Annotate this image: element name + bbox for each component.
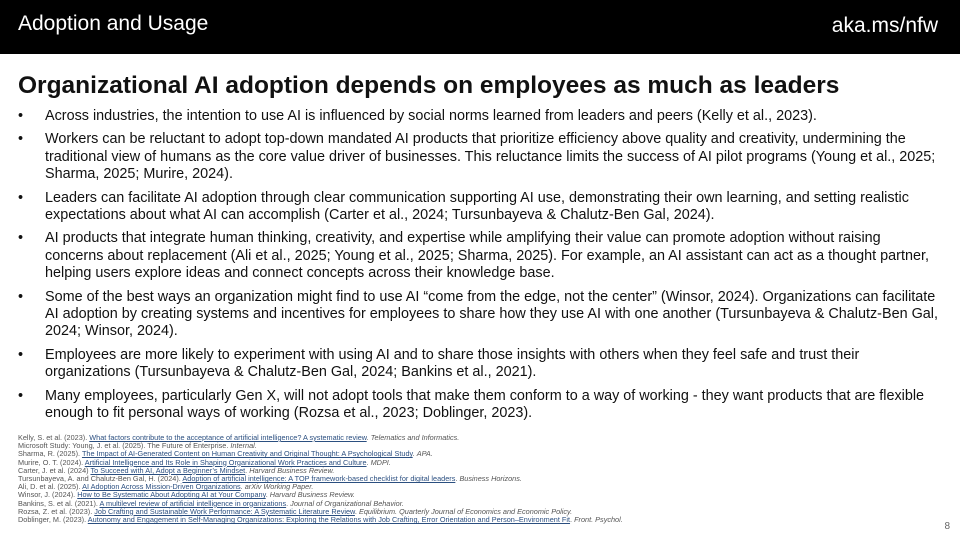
- bullet-marker: •: [18, 131, 24, 148]
- reference-journal: Harvard Business Review.: [249, 466, 335, 475]
- reference-journal: MDPI.: [370, 458, 391, 467]
- reference-item: [18, 491, 938, 499]
- slide-heading: Organizational AI adoption depends on employees as much as leaders: [18, 72, 840, 99]
- bullet-text: Some of the best ways an organization might find to use AI “come from the edge, not the center” (Winsor, 2024). Organizations can facilitate AI adoption by creating systems and incentives for employees to share how they use AI with one another (Tursunbayeva & Chalutz-Ben Gal, 2024; Winsor, 2024).: [45, 288, 938, 340]
- reference-text: Carter, J. et al. (2024): [18, 466, 91, 475]
- bullet-marker: •: [18, 387, 24, 404]
- reference-link[interactable]: Artificial Intelligence and Its Role in Shaping Organizational Work Practices and Culture: [84, 458, 367, 467]
- bullet-marker: •: [18, 288, 24, 305]
- reference-journal: Business Horizons.: [459, 475, 522, 484]
- reference-link[interactable]: Job Crafting and Sustainable Work Performance: A Systematic Literature Review: [94, 507, 355, 516]
- reference-item: [18, 434, 938, 442]
- bullet-item: [18, 131, 943, 183]
- bullet-item: [18, 190, 943, 225]
- reference-link[interactable]: The Impact of AI-Generated Content on Human Creativity and Original Thought: A Psychological Study: [81, 450, 413, 459]
- reference-text: Rozsa, Z. et al. (2023).: [18, 507, 95, 516]
- reference-journal: Journal of Organizational Behavior.: [290, 499, 404, 508]
- reference-journal: Equilibrium. Quarterly Journal of Economics and Economic Policy.: [358, 507, 573, 516]
- reference-text: .: [265, 491, 270, 500]
- reference-link[interactable]: Autonomy and Engagement in Self-Managing Organizations: Exploring the Relations with Job Crafting, Error Orientation and Person–Environment Fit: [87, 516, 571, 525]
- reference-link[interactable]: A multilevel review of artificial intelligence in organizations: [99, 499, 287, 508]
- bullet-marker: •: [18, 346, 24, 363]
- section-title: Adoption and Usage: [18, 12, 209, 35]
- bullet-item: [18, 388, 943, 423]
- reference-item: [18, 500, 938, 508]
- reference-text: .: [570, 516, 575, 525]
- reference-journal: Internal.: [230, 442, 257, 451]
- reference-text: .: [366, 434, 371, 442]
- reference-text: Sharma, R. (2025).: [18, 450, 82, 459]
- references: [18, 434, 938, 524]
- page-number: 8: [944, 521, 950, 532]
- reference-text: .: [245, 466, 250, 475]
- reference-text: Winsor, J. (2024).: [18, 491, 78, 500]
- bullet-text: Many employees, particularly Gen X, will not adopt tools that make them conform to a way of working - they want products that are flexible enough to fit personal ways of working (Rozsa et al., 2023; Doblinger, 2023).: [45, 387, 925, 422]
- reference-item: [18, 483, 938, 491]
- header-bar: [0, 0, 960, 54]
- bullet-marker: •: [18, 230, 24, 247]
- bullet-text: Employees are more likely to experiment with using AI and to share those insights with others when they feel safe and trust their organizations (Tursunbayeva & Chalutz-Ben Gal, 2024; Bankins et al., 2021).: [45, 346, 860, 381]
- reference-link[interactable]: Adoption of artificial intelligence: A TOP framework-based checklist for digital leaders: [182, 475, 456, 484]
- reference-text: .: [286, 499, 291, 508]
- reference-text: Microsoft Study: Young, J. et al. (2025). The Future of Enterprise.: [18, 442, 231, 451]
- reference-journal: Harvard Business Review.: [269, 491, 355, 500]
- reference-item: [18, 516, 938, 524]
- bullet-item: [18, 230, 943, 282]
- reference-item: [18, 475, 938, 483]
- reference-text: Murire, O. T. (2024).: [18, 458, 85, 467]
- reference-item: [18, 508, 938, 516]
- reference-journal: APA.: [416, 450, 433, 459]
- bullet-list: [18, 108, 943, 429]
- reference-text: Kelly, S. et al. (2023).: [18, 434, 90, 442]
- bullet-item: [18, 347, 943, 382]
- reference-item: [18, 467, 938, 475]
- reference-link[interactable]: AI Adoption Across Mission-Driven Organizations: [82, 483, 241, 492]
- bullet-marker: •: [18, 189, 24, 206]
- reference-link[interactable]: What factors contribute to the acceptance of artificial intelligence? A systematic review: [89, 434, 367, 442]
- bullet-item: [18, 289, 943, 341]
- reference-text: .: [240, 483, 245, 492]
- reference-text: .: [455, 475, 460, 484]
- reference-link[interactable]: How to Be Systematic About Adopting AI at Your Company: [77, 491, 266, 500]
- reference-text: Doblinger, M. (2023).: [18, 516, 88, 525]
- reference-text: Ali, D. et al. (2025).: [18, 483, 83, 492]
- reference-link[interactable]: To Succeed with AI, Adopt a Beginner’s Mindset: [90, 466, 246, 475]
- reference-item: [18, 459, 938, 467]
- header-url: aka.ms/nfw: [831, 14, 938, 37]
- reference-text: Bankins, S. et al. (2021).: [18, 499, 100, 508]
- reference-text: .: [412, 450, 417, 459]
- bullet-text: AI products that integrate human thinking, creativity, and expertise while amplifying their value can promote adoption without raising concerns about replacement (Ali et al., 2025; Young et al., 2025; Sharma, 2025). For example, an AI assistant can act as a thought partner, helping users explore ideas and connect concepts across their knowledge base.: [45, 230, 929, 282]
- reference-item: [18, 442, 938, 450]
- bullet-item: [18, 108, 943, 125]
- reference-text: .: [366, 458, 371, 467]
- reference-item: [18, 450, 938, 458]
- reference-journal: arXiv Working Paper.: [244, 483, 314, 492]
- reference-text: Tursunbayeva, A. and Chalutz-Ben Gal, H. (2024).: [18, 475, 183, 484]
- bullet-text: Leaders can facilitate AI adoption through clear communication supporting AI use, demonstrating their own learning, and setting realistic expectations about what AI can accomplish (Carter et al., 2024; Tursunbayeva & Chalutz-Ben Gal, 2024).: [45, 189, 909, 224]
- reference-journal: Front. Psychol.: [574, 516, 623, 525]
- reference-text: .: [354, 507, 359, 516]
- reference-journal: Telematics and Informatics.: [370, 434, 460, 442]
- bullet-marker: •: [18, 108, 24, 124]
- bullet-text: Across industries, the intention to use AI is influenced by social norms learned from leaders and peers (Kelly et al., 2023).: [45, 108, 817, 124]
- bullet-text: Workers can be reluctant to adopt top-down mandated AI products that prioritize efficiency above quality and creativity, undermining the traditional view of humans as the core value driver of businesses. This reluctance limits the success of AI pilot programs (Young et al., 2025; Sharma, 2025; Murire, 2024).: [45, 131, 936, 183]
